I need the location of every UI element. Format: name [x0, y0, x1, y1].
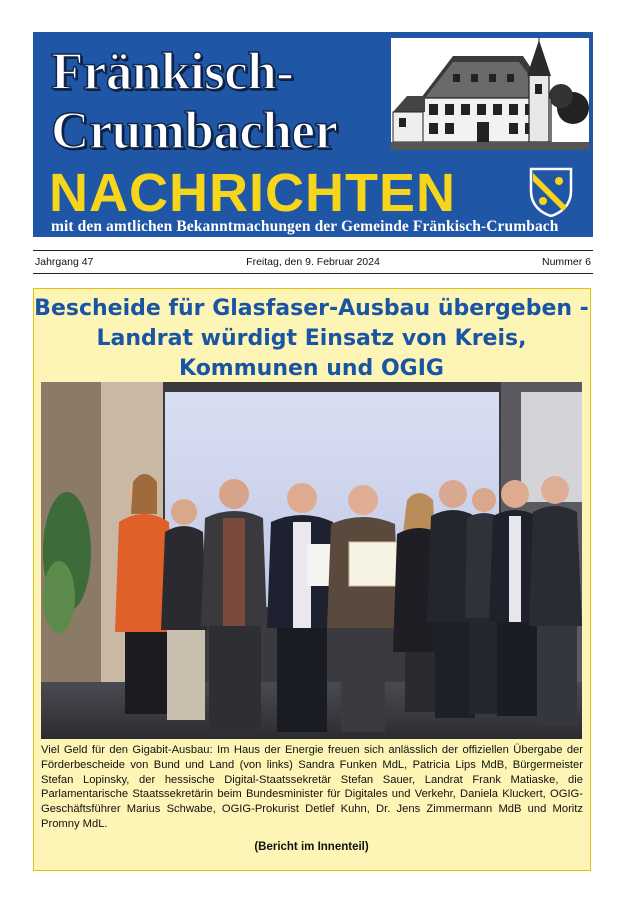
issue-date: Freitag, den 9. Februar 2024	[246, 256, 380, 268]
article-headline	[34, 294, 589, 384]
feature-article	[33, 288, 591, 871]
issue-info-bar	[33, 250, 593, 274]
nachrichten-title: NACHRICHTEN	[49, 163, 456, 223]
townhall-illustration	[391, 38, 589, 150]
coat-of-arms-icon	[529, 167, 573, 217]
issue-volume: Jahrgang 47	[35, 256, 94, 268]
headline-line-1: Bescheide für Glasfaser-Ausbau übergeben -	[34, 296, 589, 321]
masthead	[33, 32, 593, 237]
report-note: (Bericht im Innenteil)	[254, 841, 369, 853]
photo-caption: Viel Geld für den Gigabit-Ausbau: Im Haus der Energie freuen sich anlässlich der offiziellen Übergabe der Förderbescheide von Bund und Land (von links) Sandra Funken MdL, Patricia Lips MdB, Bürgermeister Stefan Lopinsky, der hessische Digital-Staatssekretär Stefan Sauer, Landrat Frank Matiaske, die Parlamentarische Staatssekretärin beim Bundesminister für Digitales und Verkehr, Daniela Kluckert, OGIG-Geschäftsführer Marius Schwabe, OGIG-Prokurist Detlef Kuhn, Dr. Jens Zimmermann MdB und Moritz Promny MdL.	[41, 744, 583, 830]
headline-line-3: Kommunen und OGIG	[179, 356, 444, 381]
title-line-2: Crumbacher	[51, 102, 338, 160]
group-photo	[41, 382, 582, 739]
headline-line-2: Landrat würdigt Einsatz von Kreis,	[96, 326, 527, 351]
issue-number: Nummer 6	[541, 256, 591, 268]
title-line-1: Fränkisch-	[51, 43, 294, 101]
masthead-subtitle: mit den amtlichen Bekanntmachungen der Gemeinde Fränkisch-Crumbach	[51, 218, 559, 235]
